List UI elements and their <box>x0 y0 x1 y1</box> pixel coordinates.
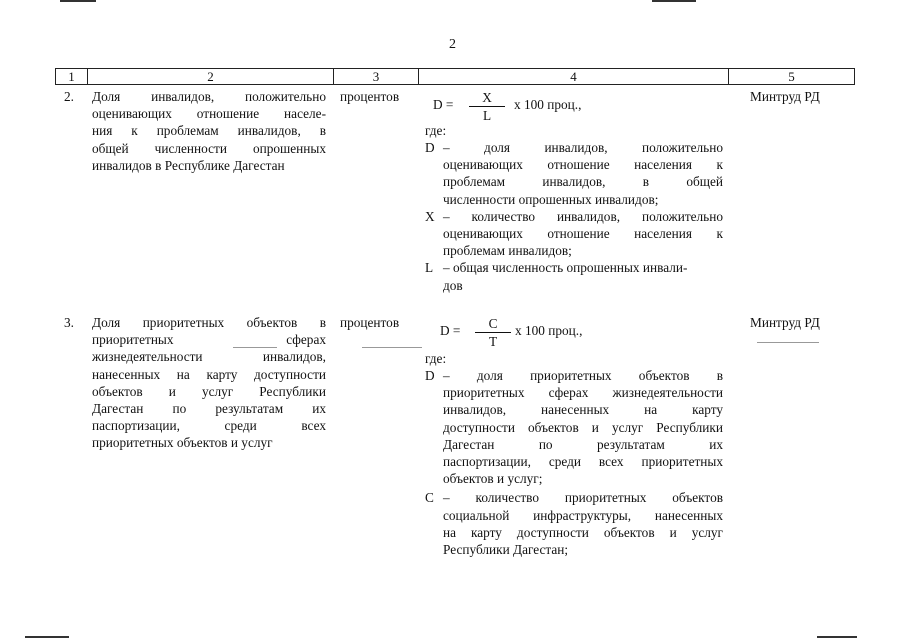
header-col-1: 1 <box>68 69 75 84</box>
unit-of-measure: процентов <box>340 315 400 330</box>
description-line: общей численности опрошенных <box>92 140 326 156</box>
formula-lhs: D = <box>440 323 461 338</box>
scan-mark <box>25 636 69 638</box>
formula-fraction <box>475 316 511 350</box>
description-line: паспортизации, среди всех <box>92 418 326 434</box>
definition-item <box>425 367 723 487</box>
scan-speck <box>362 347 422 348</box>
definition-symbol: L <box>425 260 434 276</box>
fraction-bar <box>469 106 505 107</box>
description-line: оценивающих отношение населе- <box>92 106 326 122</box>
definition-item <box>425 489 723 558</box>
formula-denominator: T <box>488 334 498 349</box>
scan-mark <box>652 0 696 2</box>
unit-of-measure: процентов <box>340 89 400 104</box>
definition-line: – количество приоритетных объектов <box>443 490 723 506</box>
description-line: нанесенных на карту доступности <box>92 366 326 382</box>
description-line: ния к проблемам инвалидов, в <box>92 123 326 139</box>
definitions-list <box>425 139 723 294</box>
header-col-4: 4 <box>570 69 577 84</box>
formula-numerator: X <box>482 90 492 105</box>
where-label: где: <box>425 351 447 366</box>
definition-line: – доля приоритетных объектов в <box>443 368 723 383</box>
definition-line: численности опрошенных инвалидов; <box>443 191 659 207</box>
page-number: 2 <box>449 37 456 52</box>
definition-line: социальной инфраструктуры, нанесенных <box>443 507 723 523</box>
definition-symbol: D <box>425 368 435 383</box>
definition-line: проблемам инвалидов, в общей <box>443 174 723 190</box>
definition-line: Республики Дагестан; <box>443 542 569 558</box>
description-line: жизнедеятельности инвалидов, <box>92 349 326 365</box>
header-bottom-border <box>55 84 855 85</box>
description-line: Доля приоритетных объектов в <box>92 315 326 330</box>
description-line: приоритетных объектов и услуг <box>92 435 273 451</box>
definition-line: инвалидов, нанесенных на карту <box>443 402 723 418</box>
definition-symbol: X <box>425 208 435 224</box>
definition-line: проблемам инвалидов; <box>443 243 572 259</box>
responsible-body: Минтруд РД <box>750 89 820 104</box>
formula-fraction <box>469 90 505 124</box>
description-line: Доля инвалидов, положительно <box>92 89 326 104</box>
definition-line: оценивающих отношение населения к <box>443 157 723 173</box>
description-line: приоритетных сферах <box>92 332 326 348</box>
header-col-5: 5 <box>788 69 795 84</box>
formula-rhs: х 100 проц., <box>515 323 583 338</box>
responsible-body: Минтруд РД <box>750 315 820 330</box>
definition-line: – доля инвалидов, положительно <box>443 140 723 155</box>
definition-line: дов <box>443 277 463 293</box>
definition-item <box>425 139 723 208</box>
definition-line: оценивающих отношение населения к <box>443 226 723 242</box>
formula-numerator: C <box>488 316 498 331</box>
definition-symbol: D <box>425 140 435 155</box>
definition-line: – общая численность опрошенных инвали- <box>443 260 688 276</box>
scan-mark <box>817 636 857 638</box>
formula <box>433 90 613 124</box>
formula-denominator: L <box>482 108 492 123</box>
definition-line: доступности объектов и услуг Республики <box>443 419 723 435</box>
column-divider <box>854 68 855 85</box>
scan-speck <box>757 342 819 343</box>
definition-line: на карту доступности объектов и услуг <box>443 524 723 540</box>
description-line: объектов и услуг Республики <box>92 383 326 399</box>
header-col-3: 3 <box>372 69 380 84</box>
header-col-2: 2 <box>207 69 214 84</box>
definition-symbol: C <box>425 490 434 506</box>
where-label: где: <box>425 123 447 138</box>
definition-line: паспортизации, среди всех приоритетных <box>443 454 723 470</box>
indicator-description <box>92 88 326 174</box>
definition-item <box>425 259 723 293</box>
definitions-list <box>425 367 723 558</box>
formula-lhs: D = <box>433 97 454 112</box>
indicator-description <box>92 314 326 452</box>
definition-line: – количество инвалидов, положительно <box>443 208 723 224</box>
definition-line: приоритетных сферах жизнедеятельности <box>443 385 723 401</box>
definition-line: Дагестан по результатам их <box>443 436 723 452</box>
row-number: 3. <box>64 315 74 330</box>
description-line: Дагестан по результатам их <box>92 401 326 417</box>
fraction-bar <box>475 332 511 333</box>
scan-mark <box>60 0 96 2</box>
definition-item <box>425 208 723 260</box>
formula-rhs: х 100 проц., <box>514 97 582 112</box>
description-line: инвалидов в Республике Дагестан <box>92 157 285 173</box>
row-number: 2. <box>64 89 74 104</box>
formula <box>440 316 620 350</box>
definition-line: объектов и услуг; <box>443 471 543 487</box>
